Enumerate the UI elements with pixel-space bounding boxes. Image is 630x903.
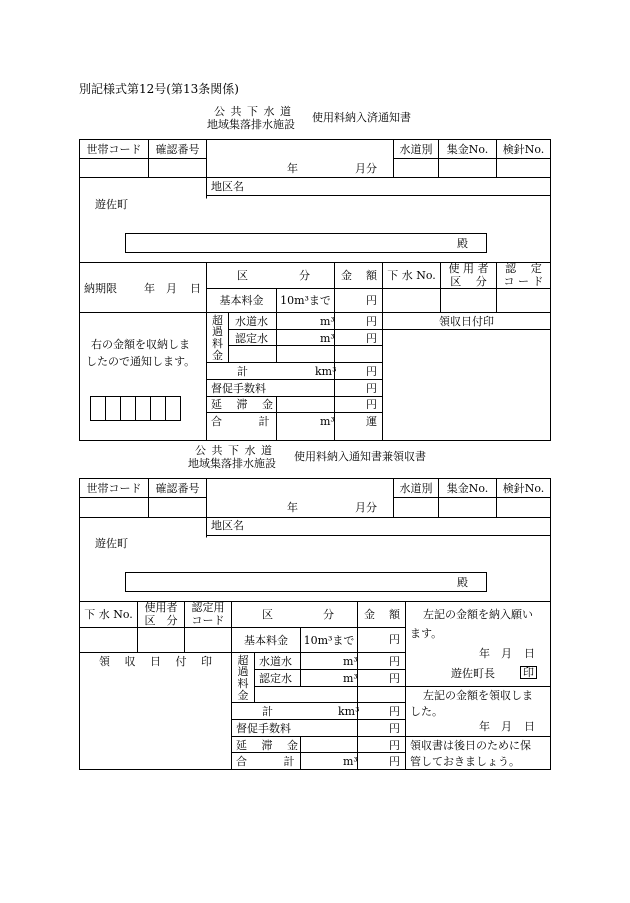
user-class-line2: 区 分 <box>450 274 487 288</box>
r-base-fee-yen: 円 <box>389 633 400 646</box>
digit-box[interactable] <box>120 396 136 421</box>
subtotal-label: 計 <box>237 365 248 378</box>
notice-title-public-sewer: 公 共 下 水 道 <box>214 105 292 118</box>
pay-request-line1: 左記の金額を納入願い <box>423 608 533 621</box>
amount-label-2: 額 <box>366 269 377 282</box>
digit-boxes <box>90 396 181 421</box>
r-late-fee-yen: 円 <box>389 739 400 752</box>
water-type-label: 水道別 <box>399 142 433 156</box>
receipt-title-public-sewer: 公 共 下 水 道 <box>195 444 273 457</box>
deadline-label: 納期限 <box>84 282 117 295</box>
grand-total-label: 合 計 <box>211 415 270 428</box>
digit-box[interactable] <box>165 396 181 421</box>
r-grand-total-unit: m³ <box>343 755 358 768</box>
meter-number-label: 検針No. <box>502 142 545 156</box>
r-base-fee-upto: 10m³まで <box>303 633 355 647</box>
mayor-label: 遊佐町長 <box>451 667 495 680</box>
r-user-class-line1: 使用者 <box>144 600 178 614</box>
r-late-fee-label: 延 滞 金 <box>236 739 298 752</box>
grand-total-yen: 運 <box>366 415 377 428</box>
r-user-class-label <box>138 602 184 627</box>
r-grand-total-label: 合 計 <box>236 755 295 768</box>
r-amount-label-1: 金 <box>364 608 375 621</box>
user-class-label <box>441 263 496 288</box>
r-amount-label-2: 額 <box>389 608 400 621</box>
deadline-year: 年 <box>144 282 155 295</box>
r-excess-char-2: 過 <box>237 665 249 679</box>
r-water-supply-label: 水道水 <box>259 655 292 668</box>
r-district-label: 地区名 <box>211 519 244 532</box>
r-water-type-label: 水道別 <box>399 481 433 495</box>
digit-box[interactable] <box>135 396 151 421</box>
paid-message-line1: 右の金額を収納しま <box>91 338 190 351</box>
form-id: 別記様式第12号(第13条関係) <box>79 82 239 96</box>
r-user-class-line2: 区 分 <box>144 613 178 627</box>
r-base-fee-label: 基本料金 <box>244 633 288 647</box>
pay-date-year: 年 <box>479 647 490 660</box>
water-supply-label: 水道水 <box>235 315 268 328</box>
cert-code-line1: 認 定 <box>505 261 542 275</box>
year-label: 年 <box>287 162 298 175</box>
receipt-date-stamp-label: 領収日付印 <box>439 314 494 328</box>
receipt-title-rural-facility: 地域集落排水施設 <box>188 457 276 470</box>
r-subtotal-yen: 円 <box>389 705 400 718</box>
seal-mark: 印 <box>520 666 537 679</box>
r-cert-code-label <box>185 602 231 627</box>
r-certified-water-label: 認定水 <box>259 672 292 685</box>
late-fee-yen: 円 <box>366 398 377 411</box>
digit-box[interactable] <box>105 396 121 421</box>
pay-date-day: 日 <box>524 647 535 660</box>
base-fee-label: 基本料金 <box>219 294 264 307</box>
certified-water-yen: 円 <box>366 332 377 345</box>
digit-box[interactable] <box>90 396 106 421</box>
received-line1: 左記の金額を領収しま <box>423 689 533 702</box>
r-addressee-box[interactable] <box>125 572 487 592</box>
r-cert-code-line2: コード <box>191 613 225 627</box>
r-town-name: 遊佐町 <box>95 537 128 550</box>
r-honorific: 殿 <box>457 576 468 589</box>
r-reminder-fee-label: 督促手数料 <box>236 722 291 735</box>
reminder-fee-yen: 円 <box>366 382 377 395</box>
recv-date-year: 年 <box>479 720 490 733</box>
honorific: 殿 <box>457 237 468 250</box>
base-fee-yen: 円 <box>366 294 377 307</box>
r-grand-total-yen: 円 <box>389 755 400 768</box>
r-sewer-number-label: 下 水 No. <box>84 608 133 621</box>
r-reminder-fee-yen: 円 <box>389 722 400 735</box>
r-year-label: 年 <box>287 501 298 514</box>
category-label-2: 分 <box>299 269 310 282</box>
excess-char-1: 超 <box>212 313 223 327</box>
grand-total-unit: m³ <box>320 415 335 428</box>
notice-title-rural-facility: 地域集落排水施設 <box>207 118 295 131</box>
certified-water-label: 認定水 <box>235 332 268 345</box>
r-category-label-2: 分 <box>323 608 334 621</box>
received-line2: した。 <box>410 705 443 718</box>
keep-receipt-line2: 管しておきましょう。 <box>410 755 520 768</box>
cert-code-label <box>497 263 550 288</box>
notice-title: 使用料納入済通知書 <box>312 111 411 124</box>
amount-label-1: 金 <box>341 269 352 282</box>
water-supply-unit: m³ <box>320 315 335 328</box>
r-certified-water-unit: m³ <box>343 672 358 685</box>
excess-char-4: 金 <box>212 348 223 362</box>
r-household-code-label: 世帯コード <box>86 481 142 495</box>
r-meter-number-label: 検針No. <box>502 481 545 495</box>
r-cert-code-line1: 認定用 <box>191 600 225 614</box>
certified-water-unit: m³ <box>320 332 335 345</box>
r-excess-char-4: 金 <box>237 688 249 702</box>
r-excess-char-3: 料 <box>237 677 249 690</box>
late-fee-label: 延 滞 金 <box>211 398 273 411</box>
sewer-number-label: 下 水 No. <box>387 269 436 282</box>
keep-receipt-line1: 領収書は後日のために保 <box>410 739 531 752</box>
water-supply-yen: 円 <box>366 315 377 328</box>
town-name: 遊佐町 <box>95 198 128 211</box>
deadline-month: 月 <box>166 282 177 295</box>
category-label-1: 区 <box>237 269 248 282</box>
collection-number-label: 集金No. <box>446 142 489 156</box>
r-subtotal-unit: km³ <box>338 705 360 718</box>
month-label: 月分 <box>355 162 377 175</box>
r-category-label-1: 区 <box>262 608 273 621</box>
r-collection-number-label: 集金No. <box>446 481 489 495</box>
pay-date-month: 月 <box>501 647 512 660</box>
confirm-number-label: 確認番号 <box>155 142 200 156</box>
recv-date-day: 日 <box>524 720 535 733</box>
excess-char-3: 料 <box>212 337 223 350</box>
r-subtotal-label: 計 <box>262 705 273 718</box>
paid-message-line2: したので通知します。 <box>86 355 196 368</box>
r-excess-char-1: 超 <box>237 653 249 667</box>
r-confirm-number-label: 確認番号 <box>155 481 200 495</box>
subtotal-yen: 円 <box>366 365 377 378</box>
recv-date-month: 月 <box>501 720 512 733</box>
digit-box[interactable] <box>150 396 166 421</box>
r-water-supply-unit: m³ <box>343 655 358 668</box>
r-receipt-stamp-label: 領 収 日 付 印 <box>99 654 212 668</box>
r-certified-water-yen: 円 <box>389 672 400 685</box>
cert-code-line2: コ ー ド <box>503 274 544 288</box>
user-class-line1: 使 用 者 <box>448 261 489 275</box>
subtotal-unit: km³ <box>315 365 337 378</box>
receipt-title: 使用料納入通知書兼領収書 <box>294 450 426 463</box>
excess-fee-label <box>207 314 228 362</box>
addressee-box[interactable] <box>125 233 487 253</box>
pay-request-line2: ます。 <box>410 627 443 640</box>
r-water-supply-yen: 円 <box>389 655 400 668</box>
household-code-label: 世帯コード <box>86 142 142 156</box>
r-month-label: 月分 <box>355 501 377 514</box>
deadline-day: 日 <box>190 282 201 295</box>
excess-char-2: 過 <box>212 325 223 339</box>
base-fee-upto: 10m³まで <box>280 294 331 307</box>
reminder-fee-label: 督促手数料 <box>211 382 266 395</box>
district-label: 地区名 <box>211 180 244 193</box>
r-excess-fee-label <box>232 654 254 702</box>
